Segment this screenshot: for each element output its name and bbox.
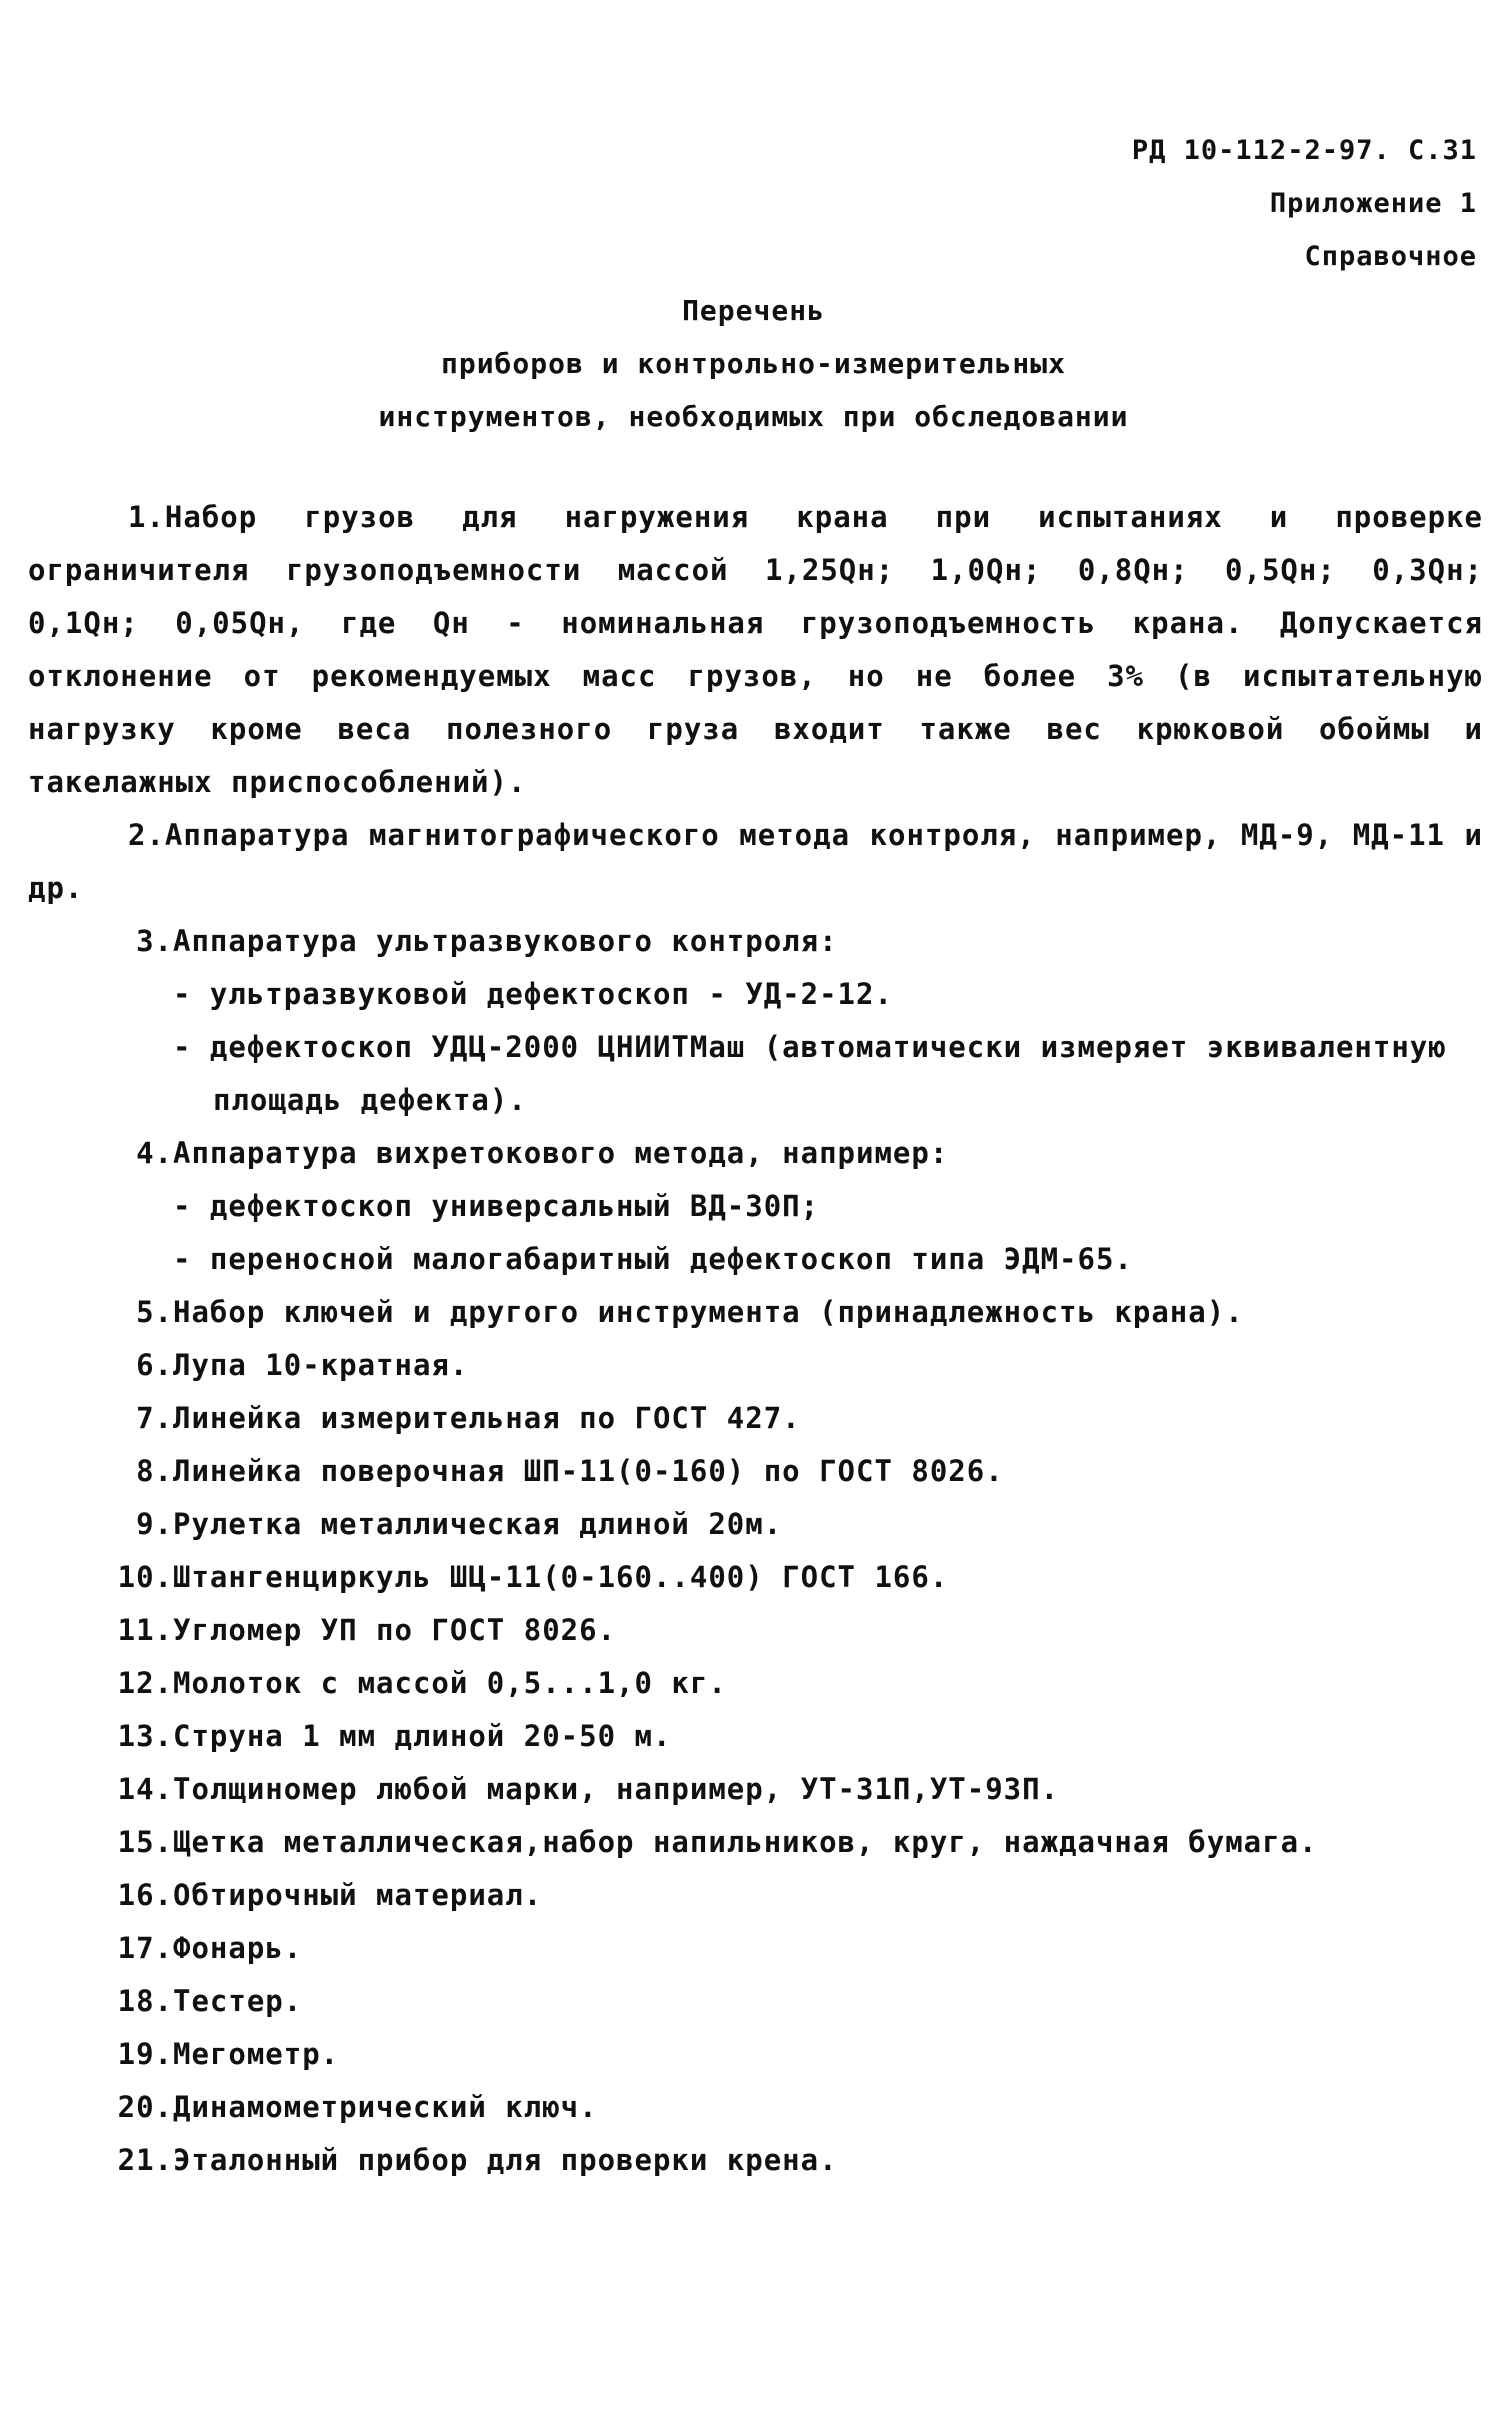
item-number: 16.	[117, 1878, 173, 1912]
item-text: Штангенциркуль ШЦ-11(0-160..400) ГОСТ 166.	[173, 1560, 949, 1594]
item-number: 11.	[117, 1613, 173, 1647]
item-number: 21.	[117, 2143, 173, 2177]
item-text: Угломер УП по ГОСТ 8026.	[173, 1613, 617, 1647]
sub-item: - ультразвуковой дефектоскоп - УД-2-12.	[173, 977, 893, 1011]
item-text: Тестер.	[173, 1984, 303, 2018]
item-text: Обтирочный материал.	[173, 1878, 543, 1912]
item-text: Щетка металлическая,набор напильников, круг, наждачная бумага.	[173, 1825, 1318, 1859]
list-item-2	[28, 809, 1483, 915]
list-item-6	[28, 1339, 1483, 1392]
list-item-18	[28, 1975, 1483, 2028]
item-text: Фонарь.	[173, 1931, 303, 1965]
item-number: 8.	[136, 1454, 173, 1488]
list-item-12	[28, 1657, 1483, 1710]
item-number: 20.	[117, 2090, 173, 2124]
item-text: Молоток с массой 0,5...1,0 кг.	[173, 1666, 727, 1700]
item-text: Эталонный прибор для проверки крена.	[173, 2143, 838, 2177]
list-item-19	[28, 2028, 1483, 2081]
item-number: 6.	[136, 1348, 173, 1382]
item-number: 1.	[128, 500, 165, 534]
item-text: Аппаратура вихретокового метода, например:	[173, 1136, 949, 1170]
list-item-9	[28, 1498, 1483, 1551]
item-number: 9.	[136, 1507, 173, 1541]
item-text: Мегометр.	[173, 2037, 340, 2071]
list-item-3	[28, 915, 1483, 968]
item-text: Линейка поверочная ШП-11(0-160) по ГОСТ 8026.	[173, 1454, 1004, 1488]
list-item-16	[28, 1869, 1483, 1922]
list-item-13	[28, 1710, 1483, 1763]
item-number: 18.	[117, 1984, 173, 2018]
item-number: 19.	[117, 2037, 173, 2071]
item-text: Толщиномер любой марки, например, УТ-31П,УТ-93П.	[173, 1772, 1060, 1806]
appendix-kind: Справочное	[1304, 241, 1477, 272]
item-text: Струна 1 мм длиной 20-50 м.	[173, 1719, 672, 1753]
item-text: Набор ключей и другого инструмента (принадлежность крана).	[173, 1295, 1244, 1329]
list-title: Перечень	[682, 294, 825, 327]
item-number: 12.	[117, 1666, 173, 1700]
item-number: 15.	[117, 1825, 173, 1859]
item-number: 10.	[117, 1560, 173, 1594]
item-number: 7.	[136, 1401, 173, 1435]
list-item-15	[28, 1816, 1483, 1869]
item-text: Аппаратура магнитографического метода контроля, например, МД-9, МД-11 и др.	[28, 818, 1483, 905]
sub-item: - переносной малогабаритный дефектоскоп типа ЭДМ-65.	[173, 1242, 1133, 1276]
sub-item: - дефектоскоп универсальный ВД-30П;	[173, 1189, 820, 1223]
list-subtitle-line1: приборов и контрольно-измерительных	[440, 347, 1066, 380]
list-item-7	[28, 1392, 1483, 1445]
appendix-label: Приложение 1	[1269, 188, 1477, 219]
item-number: 5.	[136, 1295, 173, 1329]
item-text: Лупа 10-кратная.	[173, 1348, 469, 1382]
list-item-20	[28, 2081, 1483, 2134]
list-item-8	[28, 1445, 1483, 1498]
list-item-14	[28, 1763, 1483, 1816]
list-item-21	[28, 2134, 1483, 2187]
document-reference: РД 10-112-2-97. С.31	[1131, 135, 1477, 166]
list-subtitle-line2: инструментов, необходимых при обследовании	[378, 400, 1129, 433]
item-number: 17.	[117, 1931, 173, 1965]
item-text: Динамометрический ключ.	[173, 2090, 598, 2124]
list-item-1	[28, 491, 1483, 809]
item-text: Рулетка металлическая длиной 20м.	[173, 1507, 783, 1541]
item-text: Аппаратура ультразвукового контроля:	[173, 924, 838, 958]
item-number: 4.	[136, 1136, 173, 1170]
item-number: 2.	[128, 818, 165, 852]
item-text: Набор грузов для нагружения крана при испытаниях и проверке ограничителя грузоподъемности массой 1,25Qн; 1,0Qн; 0,8Qн; 0,5Qн; 0,3Qн; 0,1Qн; 0,05Qн, где Qн - номинальная грузоподъемность крана. Допускается отклонение от рекомендуемых масс грузов, но не более 3% (в испытательную нагрузку кроме веса полезного груза входит также вес крюковой обоймы и такелажных приспособлений).	[28, 500, 1483, 799]
item-number: 13.	[117, 1719, 173, 1753]
sub-item: - дефектоскоп УДЦ-2000 ЦНИИТМаш (автоматически измеряет эквивалентную площадь дефекта).	[173, 1030, 1447, 1117]
list-item-10	[28, 1551, 1483, 1604]
list-item-17	[28, 1922, 1483, 1975]
list-item-11	[28, 1604, 1483, 1657]
item-number: 3.	[136, 924, 173, 958]
item-number: 14.	[117, 1772, 173, 1806]
list-item-4	[28, 1127, 1483, 1180]
list-item-5	[28, 1286, 1483, 1339]
item-text: Линейка измерительная по ГОСТ 427.	[173, 1401, 801, 1435]
instrument-list	[28, 491, 1483, 2187]
